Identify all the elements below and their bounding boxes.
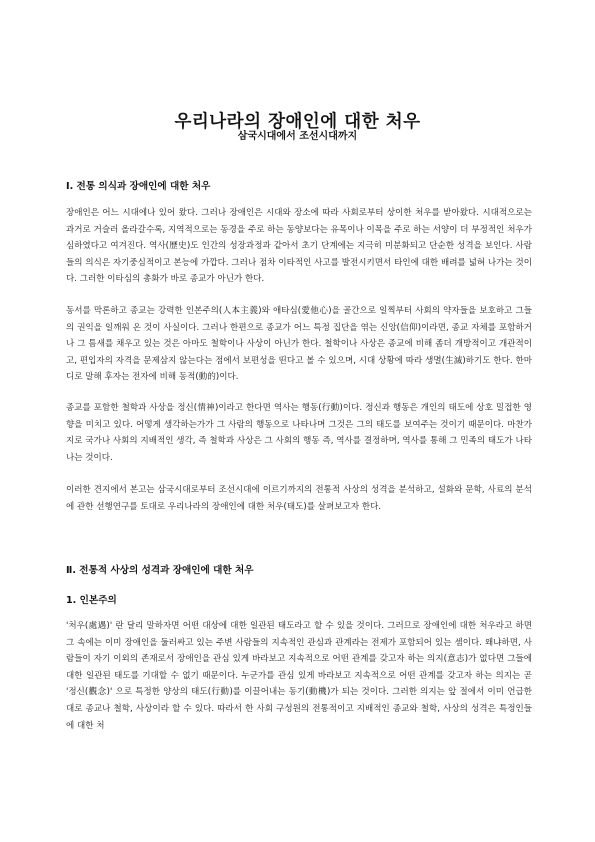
document-subtitle: 삼국시대에서 조선시대까지: [237, 131, 358, 142]
paragraph: 장애인은 어느 시대에나 있어 왔다. 그러나 장애인은 시대와 장소에 따라 사회로부터 상이한 처우를 받아왔다. 시대적으로는 과거로 거슬러 올라갈수록, 지역적으로는 동경을 주로 하는 동양보다는 유목이나 이목을 주로 하는 서양이 더 부정적인 처우가 심하였다고 여겨진다. 역사(歷史)도 인간의 성장과정과 같아서 초기 단계에는 지극히 미분화되고 단순한 성격을 보인다. 사람들의 의식은 자기중심적이고 본능에 가깝다. 그러나 점차 이타적인 사고를 발전시키면서 타인에 대한 배려를 넓혀 나가는 것이다. 그러한 이타심의 총화가 바로 종교가 아닌가 한다.: [66, 208, 532, 285]
section-heading-2: Ⅱ. 전통적 사상의 성격과 장애인에 대한 처우: [66, 565, 254, 576]
paragraph: '처우(處遇)' 란 달리 말하자면 어떤 대상에 대한 일관된 태도라고 할 수 있을 것이다. 그러므로 장애인에 대한 처우라고 하면 그 속에는 이미 장애인을 둘러싸고 있는 주변 사람들의 지속적인 관심과 관계라는 전제가 포함되어 있는 셈이다. 왜냐하면, 사람들이 자기 이외의 존재로서 장애인을 관심 있게 바라보고 지속적으로 어떤 관계를 갖고자 하는 의지(意志)가 없다면 그들에 대한 일관된 태도를 기대할 수 없기 때문이다. 누군가를 관심 있게 바라보고 지속적으로 어떤 관계를 갖고자 하는 의지는 곧 '정신(觀念)' 으로 특정한 양상의 태도(行動)를 이끌어내는 동기(動機)가 되는 것이다. 그러한 의지는 앞 절에서 이미 언급한 대로 종교나 철학, 사상이라 할 수 있다. 따라서 한 사회 구성원의 전통적이고 지배적인 종교와 철학, 사상의 성격은 특정인들에 대한 처: [66, 621, 532, 731]
paragraph: 이러한 견지에서 본고는 삼국시대로부터 조선시대에 이르기까지의 전통적 사상의 성격을 분석하고, 설화와 문학, 사료의 분석에 관한 선행연구를 토대로 우리나라의 장애인에 대한 처우(태도)를 살펴보고자 한다.: [66, 485, 532, 512]
section-heading-1: Ⅰ. 전통 의식과 장애인에 대한 처우: [66, 181, 211, 192]
paragraph: 종교를 포함한 철학과 사상을 정신(情神)이라고 한다면 역사는 행동(行動)이다. 정신과 행동은 개인의 태도에 상호 밀접한 영향을 미치고 있다. 어떻게 생각하는가가 그 사람의 행동으로 나타나며 그것은 그의 태도를 보여주는 것이기 때문이다. 마찬가지로 국가나 사회의 지배적인 생각, 즉 철학과 사상은 그 사회의 행동 즉, 역사를 결정하며, 역사를 통해 그 민족의 태도가 나타나는 것이다.: [66, 403, 532, 463]
subsection-heading: 1. 인본주의: [66, 595, 117, 606]
document-title: 우리나라의 장애인에 대한 처우: [174, 111, 421, 132]
paragraph: 동서를 막론하고 종교는 강력한 인본주의(人本主義)와 애타심(愛他心)을 골간으로 일찍부터 사회의 약자들을 보호하고 그들의 권익을 일깨워 온 것이 사실이다. 그러나 한편으로 종교가 어느 특정 집단을 엮는 신앙(信仰)이라면, 종교 자체를 포함하거나 그 틈새를 채우고 있는 것은 아마도 철학이나 사상이 아닌가 한다. 철학이나 사상은 종교에 비해 좀더 개방적이고 개관적이고, 편입자의 자격을 문제삼지 않는다는 점에서 보편성을 띤다고 볼 수 있으며, 시대 상황에 따라 생멸(生滅)하기도 한다. 한마디로 말해 후자는 전자에 비해 동적(動的)이다.: [66, 306, 532, 383]
